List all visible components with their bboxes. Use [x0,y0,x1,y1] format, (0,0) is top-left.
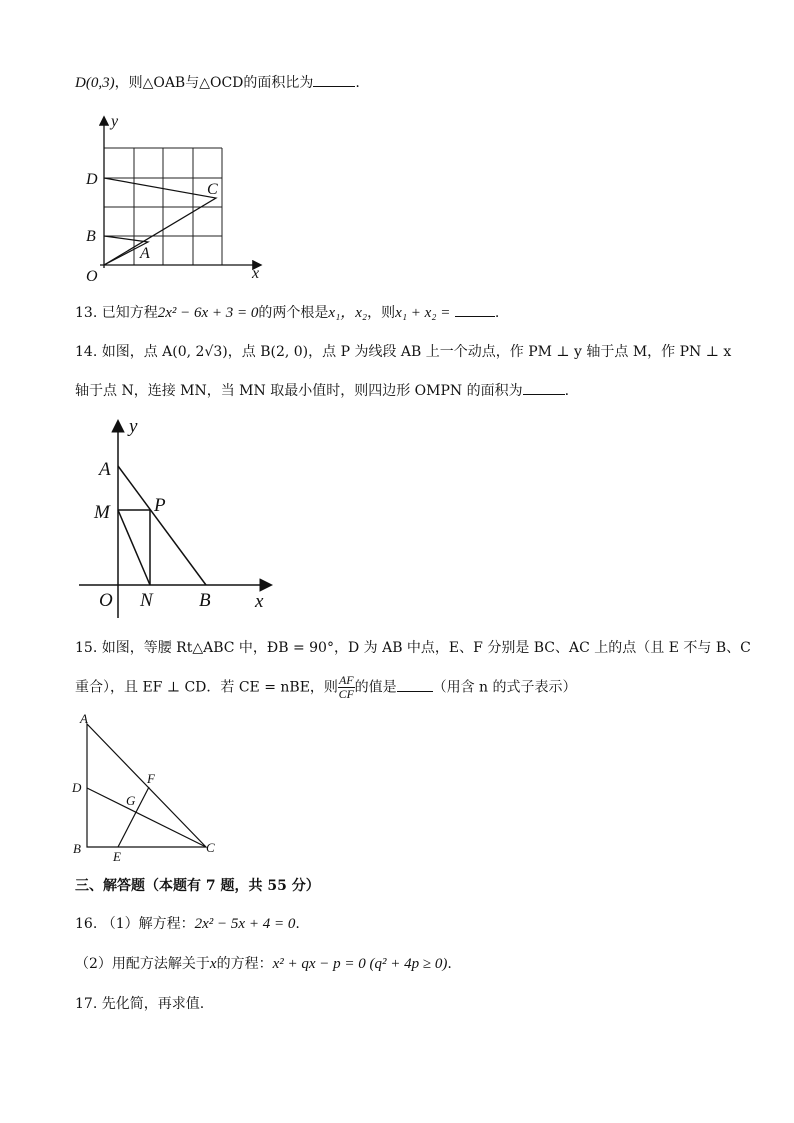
q15-text-line2a: 重合），且 EF ⊥ CD．若 CE = nBE，则 [75,679,338,696]
q15-figure [70,710,230,865]
q17-number: 17. [75,996,98,1012]
q16-period1: . [295,916,300,932]
q15-text-line2c: （用含 n 的式子表示） [432,679,577,696]
q14-label-y: y [129,416,138,437]
q13-text-c: ，则 [367,305,396,321]
q14-number: 14. [75,344,98,360]
q17-line [75,994,204,1014]
q12-point-d: D(0,3) [75,75,115,91]
q14-period: . [564,383,570,399]
q14-label-o: O [99,590,113,611]
q13-number: 13. [75,305,98,321]
q15-label-g: G [126,793,136,808]
q16-part2-text: （2）用配方法解关于 [75,956,210,972]
q14-segment-ab [118,466,206,585]
q15-label-f: F [147,771,155,786]
q15-line1 [75,638,751,658]
q13-text-b: 的两个根是 [258,305,329,321]
q12-label-c: C [207,181,218,198]
q12-label-d: D [86,171,98,188]
q15-fraction-numerator: AF [338,673,354,687]
q15-segment-dc [87,788,206,847]
q14-label-b: B [199,590,211,611]
q13-answer-blank [455,302,495,317]
q12-answer-blank [313,72,355,87]
q13-line [75,302,499,323]
q12-label-x: x [252,265,260,282]
q12-triangle-ocd [104,178,216,265]
q12-period: . [355,75,360,91]
q12-label-o: O [86,268,98,285]
q14-text-line1: 如图，点 A(0, 2√3)，点 B(2, 0)，点 P 为线段 AB 上一个动点，作 PM ⊥ y 轴于点 M，作 PN ⊥ x [101,344,732,360]
q12-label-b: B [86,228,96,245]
q13-text-a: 已知方程 [101,305,158,321]
section-3-heading: 三、解答题（本题有 7 题，共 55 分） [75,878,320,894]
q17-text: 先化简，再求值. [101,996,205,1012]
q14-label-x: x [255,591,264,612]
q15-text-line1: 如图，等腰 Rt△ABC 中，ÐB = 90°，D 为 AB 中点，E、F 分别是 BC、AC 上的点（且 E 不与 B、C [101,640,751,656]
q15-label-c: C [206,840,215,855]
q16-part2-line [75,954,452,974]
q15-number: 15. [75,640,98,656]
q14-answer-blank [523,380,565,395]
q15-fraction-denominator: CF [338,687,354,701]
q13-roots: x₁，x₂ [328,305,368,321]
q14-text-line2: 轴于点 N，连接 MN，当 MN 取最小值时，则四边形 OMPN 的面积为 [75,383,523,399]
q15-text-line2b: 的值是 [354,679,397,696]
q14-label-p: P [154,495,166,516]
q16-part2b-text: 的方程： [216,956,273,972]
q12-text: ，则△OAB与△OCD的面积比为 [114,75,314,91]
q12-label-a: A [140,245,150,262]
q15-fraction [338,674,355,701]
q13-period: . [494,305,500,321]
q15-answer-blank [397,677,433,692]
q12-grid-figure [80,110,280,285]
q14-figure [75,410,285,620]
q16-equation1: 2x² − 5x + 4 = 0 [194,916,296,932]
q15-label-d: D [72,780,82,795]
q13-equation: 2x² − 6x + 3 = 0 [157,305,259,321]
q16-part1-text: （1）解方程： [101,916,195,932]
q15-label-a: A [80,711,88,726]
q16-period2: . [447,956,452,972]
q16-number: 16. [75,916,98,932]
q13-expression: x₁ + x₂ = [395,305,451,321]
q14-segment-mn [118,510,150,585]
q14-label-m: M [94,502,110,523]
q16-variable: x [209,956,217,972]
q12-label-y: y [111,113,119,130]
q14-line2 [75,380,569,401]
q15-label-b: B [73,841,81,856]
q14-label-a: A [99,459,111,480]
q16-part1-line [75,914,300,934]
q15-label-e: E [113,849,121,864]
q16-equation2: x² + qx − p = 0 (q² + 4p ≥ 0) [272,956,448,972]
q14-line1 [75,342,731,362]
q12-tail-line [75,72,360,93]
q14-label-n: N [140,590,153,611]
q15-line2 [75,674,577,701]
